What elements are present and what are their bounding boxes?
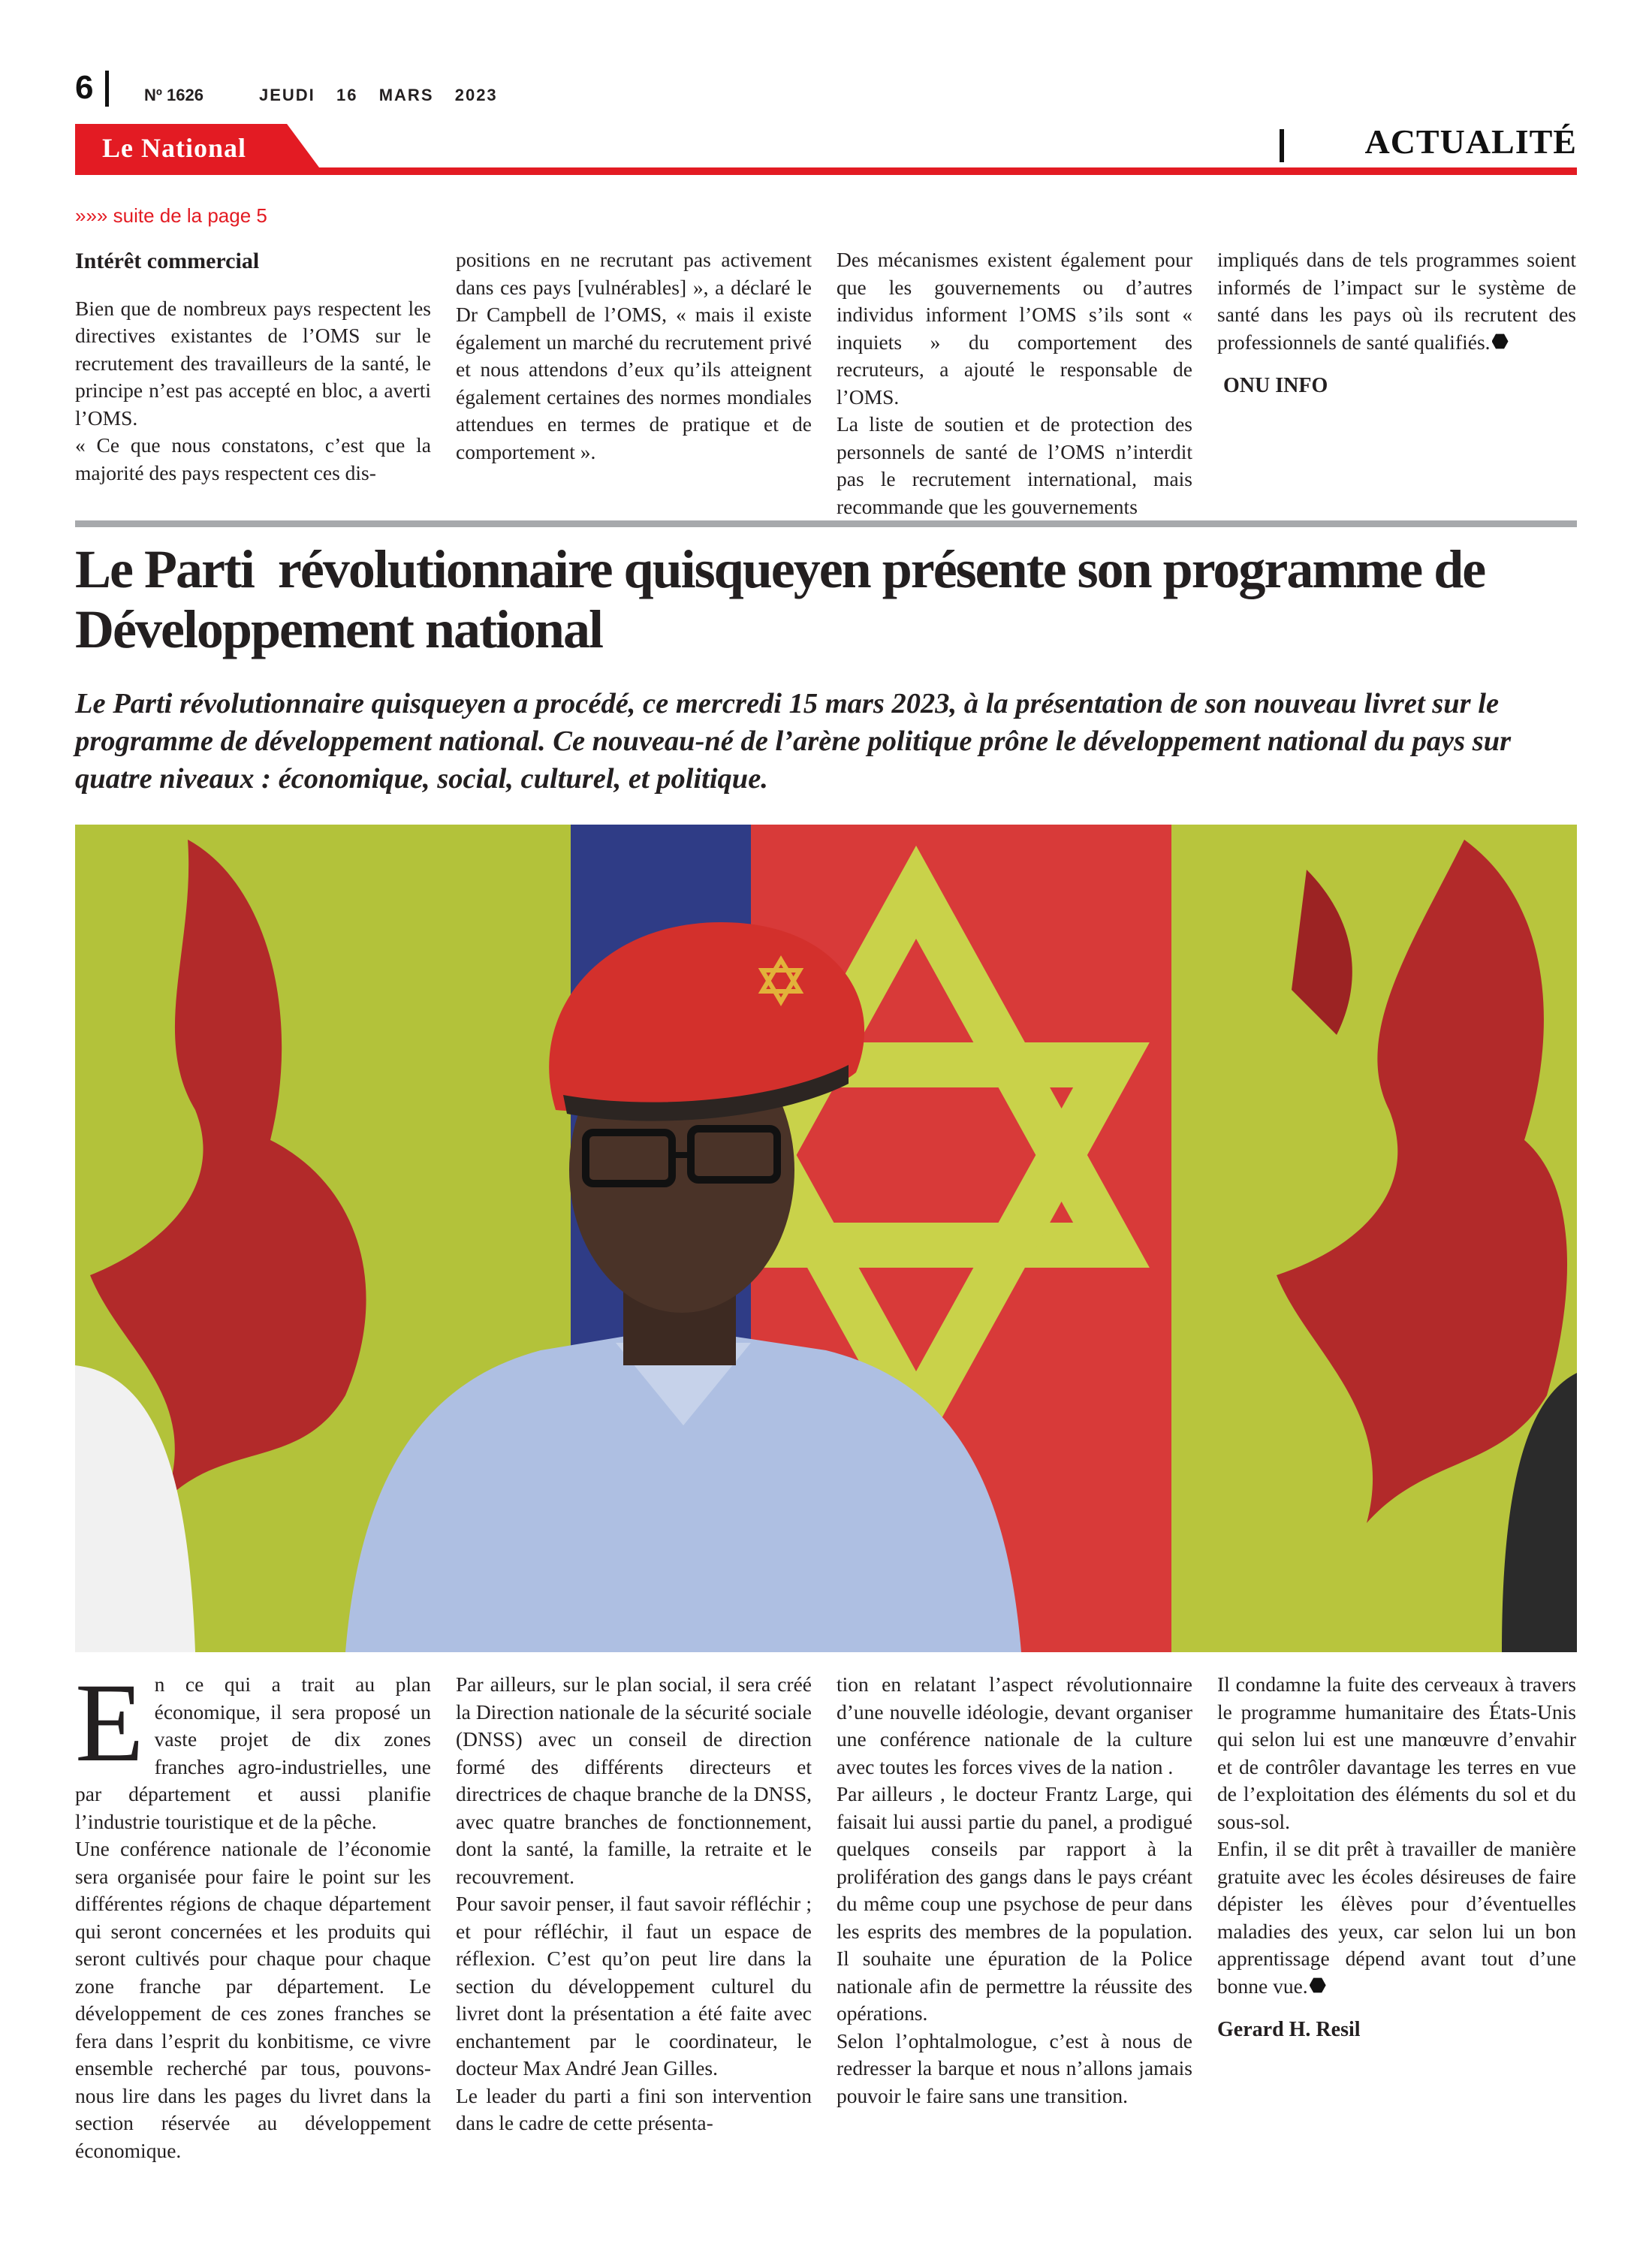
main-article-col-3 — [837, 1671, 1192, 2110]
drop-cap: E — [75, 1660, 144, 1785]
paragraph: Des mécanismes existent également pour que les gouvernements ou d’autres individus informent l’OMS s’ils sont « inquiets » du comportement des recruteurs, a ajouté le responsable de l’OMS. — [837, 248, 1192, 409]
top-article-subhead: Intérêt commercial — [75, 249, 260, 273]
paragraph-text: Enfin, il se dit prêt à travailler de manière gratuite avec les écoles désireuses de faire dépister les élèves pour d’éventuelles maladies des yeux, car selon lui un bon apprentissage dépend avant tout d’une bonne vue. — [1217, 1837, 1576, 1998]
main-article-col-1 — [75, 1660, 431, 2164]
paragraph: Pour savoir penser, il faut savoir réfléchir ; et pour réfléchir, il faut un espace de réflexion. C’est qu’on peut lire dans la section du développement culturel du livret dont la présentation a été faite avec enchantement par le coordinateur, le docteur Max André Jean Gilles. — [456, 1892, 812, 2080]
headline: Le Parti révolutionnaire quisqueyen présente son programme de Développement national — [75, 539, 1497, 659]
paragraph-text: n ce qui a trait au plan économique, il sera proposé un vaste projet de dix zones franches agro-industrielles, une par département et aussi planifie l’industrie touristique et de la pêche. — [75, 1672, 431, 1833]
paragraph: La liste de soutien et de protection des personnels de santé de l’OMS n’interdit pas le recrutement international, mais recommande que les gouvernements — [837, 412, 1192, 518]
page-number: 6 — [75, 69, 94, 106]
paragraph — [1217, 1835, 1576, 2000]
main-article-col-4 — [1217, 1671, 1576, 2044]
paragraph: Une conférence nationale de l’économie sera organisée pour faire le point sur les différentes régions de chaque département qui seront concernées et les produits qui seront cultivés pour chaque pour chaque zone franche par département. Le développement de ces zones franches se fera dans l’esprit du konbitisme, ce vivre ensemble recherché par tous, pouvons-nous lire dans les pages du livret dans la section réservée au développement économique. — [75, 1837, 431, 2162]
brand-name: Le National — [102, 133, 247, 163]
issue-date: JEUDI 16 MARS 2023 — [259, 86, 498, 104]
top-article-col-3 — [837, 246, 1192, 520]
page-number-divider — [105, 71, 109, 107]
section-title: ACTUALITÉ — [1364, 122, 1577, 161]
paragraph: Bien que de nombreux pays respectent les directives existantes de l’OMS sur le recrutement des travailleurs de la santé, le principe n’est pas accepté en bloc, a averti l’OMS. — [75, 296, 431, 430]
paragraph: tion en relatant l’aspect révolutionnaire d’une nouvelle idéologie, devant organiser une conférence nationale de la culture avec toutes les forces vives de la nation . — [837, 1672, 1192, 1778]
paragraph: Selon l’ophtalmologue, c’est à nous de redresser la barque et nous n’allons jamais pouvoir le faire sans une transition. — [837, 2028, 1192, 2107]
author-byline: Gerard H. Resil — [1217, 2018, 1361, 2041]
paragraph — [1217, 246, 1576, 356]
issue-number: Nº 1626 — [144, 86, 203, 104]
top-article-col-4 — [1217, 246, 1576, 400]
top-article-source: ONU INFO — [1223, 374, 1328, 397]
end-mark-icon — [1310, 1977, 1326, 1994]
paragraph-text: impliqués dans de tels programmes soient informés de l’impact sur le système de santé dans les pays où ils recrutent des professionnels de santé qualifiés. — [1217, 248, 1576, 354]
article-photo — [75, 825, 1577, 1652]
paragraph: Par ailleurs, sur le plan social, il sera créé la Direction nationale de la sécurité sociale (DNSS) avec un conseil de direction formé des différents directeurs et directrices de chaque branche de la DNSS, avec quatre branches de fonctionnement, dont la santé, la famille, la retraite et le recouvrement. — [456, 1672, 812, 1888]
paragraph — [75, 1660, 431, 1835]
top-article-col-2 — [456, 246, 812, 466]
end-mark-icon — [1492, 333, 1509, 350]
paragraph: Par ailleurs , le docteur Frantz Large, qui faisait lui aussi partie du panel, a prodigué quelques conseils par rapport à la prolifération des gangs dans le pays créant du même coup une psychose de peur dans les esprits des membres de la population. Il souhaite une épuration de la Police nationale afin de permettre la réussite des opérations. — [837, 1782, 1192, 2025]
article-separator — [75, 520, 1577, 527]
main-article-col-2 — [456, 1671, 812, 2137]
paragraph: « Ce que nous constatons, c’est que la majorité des pays respectent ces dis- — [75, 433, 431, 484]
paragraph: positions en ne recrutant pas activement dans ces pays [vulnérables] », a déclaré le Dr Campbell de l’OMS, « mais il existe également un marché du recrutement privé et nous attendons d’eux qu’ils atteignent également certaines des normes mondiales attendues en termes de pratique et de comportement ». — [456, 248, 812, 463]
paragraph: Il condamne la fuite des cerveaux à travers le programme humanitaire des États-Unis qui selon lui est une manœuvre d’envahir et de contrôler davantage les terres en vue de l’exploitation des éléments du sol et du sous-sol. — [1217, 1672, 1576, 1833]
section-divider — [1280, 129, 1284, 162]
paragraph: Le leader du parti a fini son intervention dans le cadre de cette présenta- — [456, 2083, 812, 2134]
top-article-col-1 — [75, 248, 431, 487]
continuation-link[interactable]: »»» suite de la page 5 — [75, 204, 267, 227]
deck: Le Parti révolutionnaire quisqueyen a procédé, ce mercredi 15 mars 2023, à la présentation de son nouveau livret sur le programme de développement national. Ce nouveau-né de l’arène politique prône le développement national du pays sur quatre niveaux : économique, social, culturel, et politique. — [75, 688, 1512, 795]
